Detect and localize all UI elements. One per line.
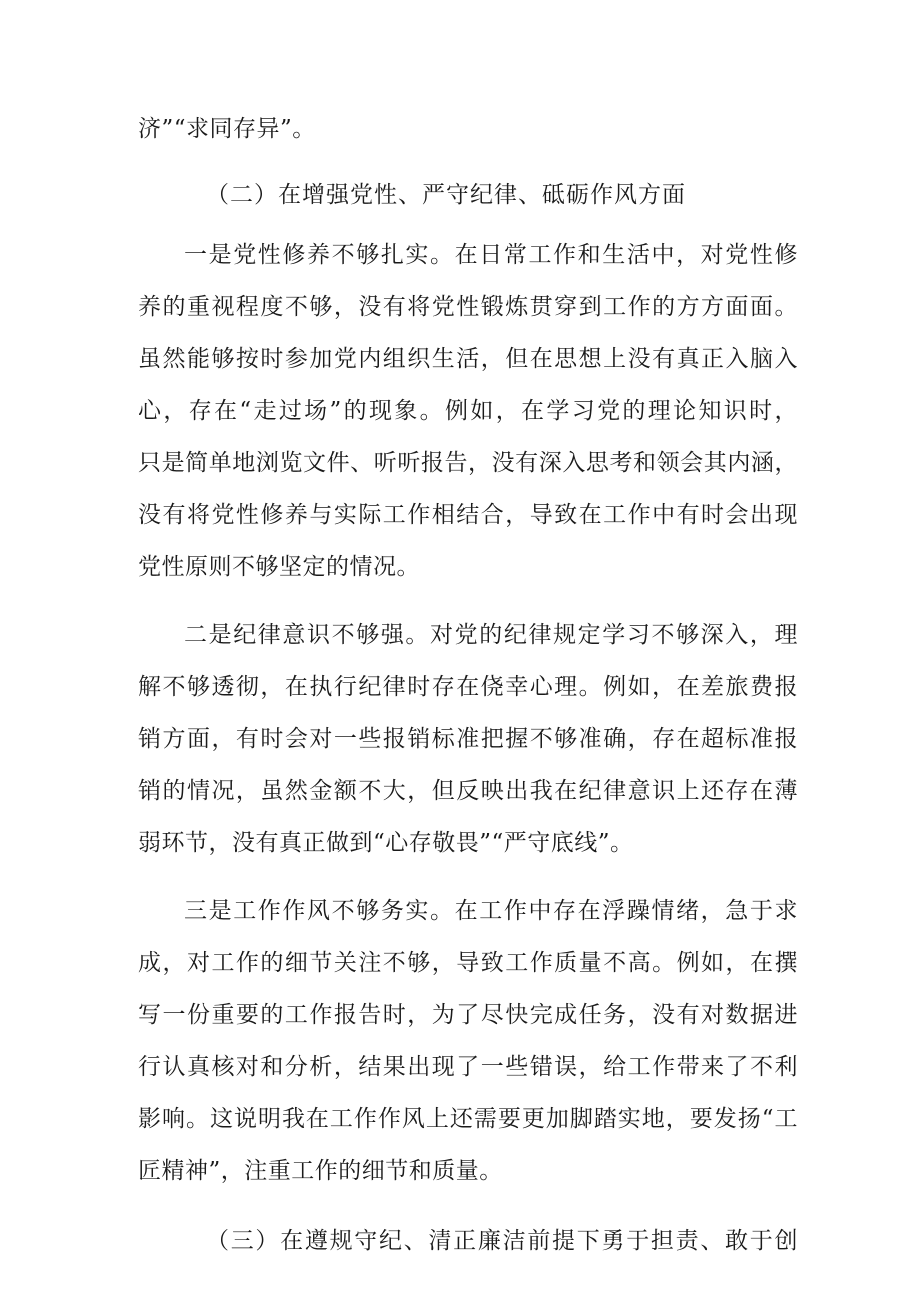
para1-line: 只是简单地浏览文件、听听报告，没有深入思考和领会其内涵，	[138, 450, 798, 476]
para3-line: 行认真核对和分析，结果出现了一些错误，给工作带来了不利	[138, 1054, 798, 1080]
para2-line: 销方面，有时会对一些报销标准把握不够准确，存在超标准报	[138, 726, 798, 752]
section-3-heading: （三）在遵规守纪、清正廉洁前提下勇于担责、敢于创	[206, 1228, 798, 1254]
para1-line: 没有将党性修养与实际工作相结合，导致在工作中有时会出现	[138, 502, 798, 528]
para2-line: 解不够透彻，在执行纪律时存在侥幸心理。例如，在差旅费报	[138, 674, 798, 700]
para1-line: 心，存在“走过场”的现象。例如，在学习党的理论知识时，	[138, 398, 798, 424]
para2-line: 销的情况，虽然金额不大，但反映出我在纪律意识上还存在薄	[138, 778, 798, 804]
para3-line: 影响。这说明我在工作作风上还需要更加脚踏实地，要发扬“工	[138, 1106, 798, 1132]
para3-line: 三是工作作风不够务实。在工作中存在浮躁情绪，急于求	[184, 898, 798, 924]
para1-line: 党性原则不够坚定的情况。	[138, 554, 420, 580]
para2-line: 弱环节，没有真正做到“心存敬畏”“严守底线”。	[138, 830, 634, 856]
para1-line: 养的重视程度不够，没有将党性锻炼贯穿到工作的方方面面。	[138, 294, 798, 320]
para3-line: 成，对工作的细节关注不够，导致工作质量不高。例如，在撰	[138, 950, 798, 976]
para3-line: 写一份重要的工作报告时，为了尽快完成任务，没有对数据进	[138, 1002, 798, 1028]
para3-line: 匠精神”，注重工作的细节和质量。	[138, 1158, 503, 1184]
top-fragment: 济”“求同存异”。	[138, 116, 316, 142]
para2-line: 二是纪律意识不够强。对党的纪律规定学习不够深入，理	[184, 622, 798, 648]
section-2-heading: （二）在增强党性、严守纪律、砥砺作风方面	[206, 182, 686, 208]
para1-line: 一是党性修养不够扎实。在日常工作和生活中，对党性修	[184, 242, 798, 268]
para1-line: 虽然能够按时参加党内组织生活，但在思想上没有真正入脑入	[138, 346, 798, 372]
